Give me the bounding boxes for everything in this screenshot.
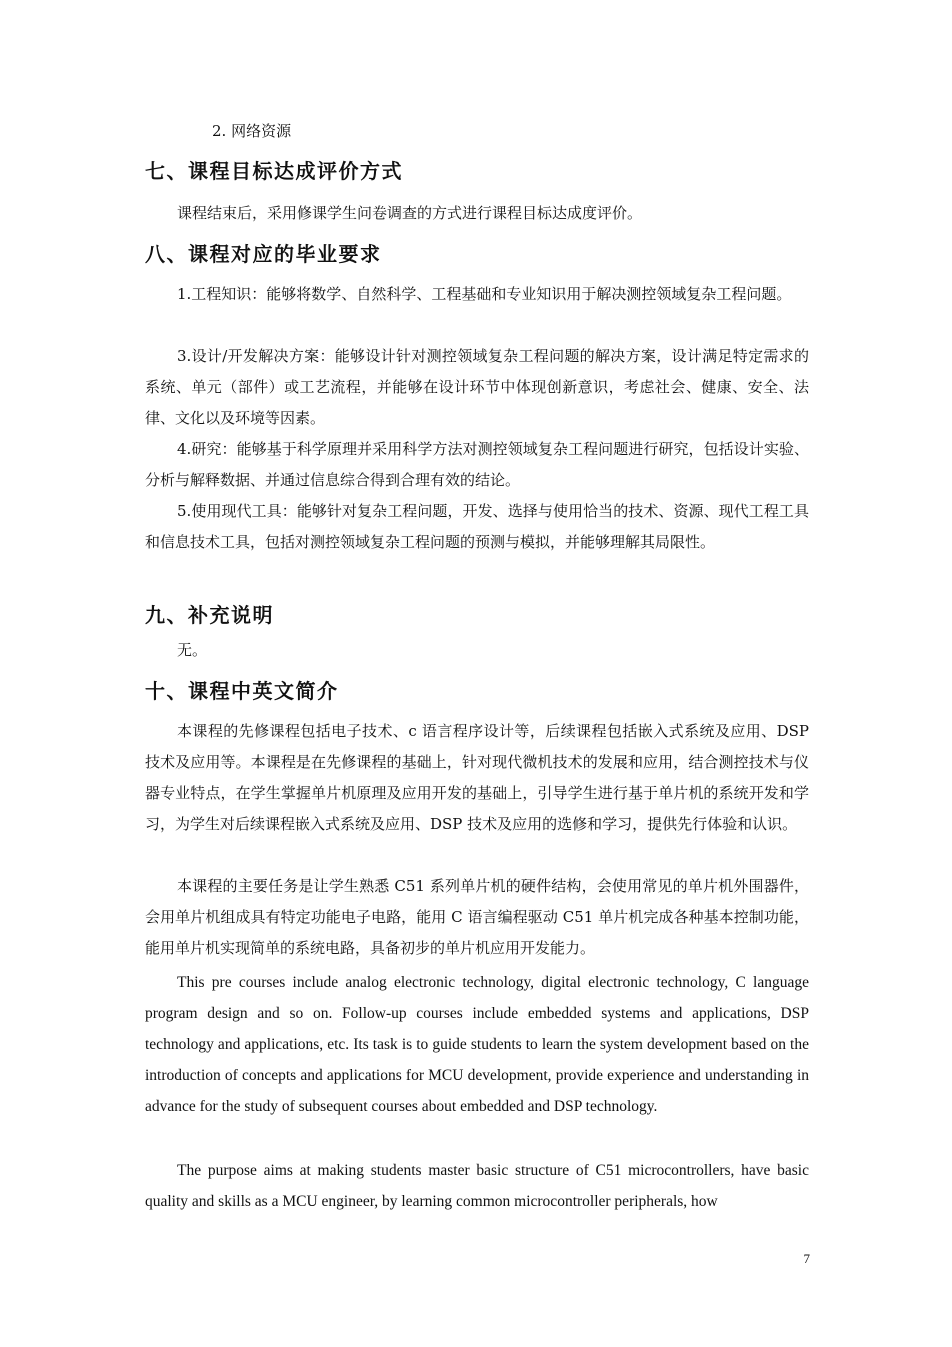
page-number: 7 <box>803 1251 810 1266</box>
intro-en-paragraph-2: The purpose aims at making students master basic structure of C51 microcontrollers, have basic quality and skills as a MCU engineer, by learning common microcontroller peripherals, how <box>145 1162 809 1210</box>
section-7-heading: 七、课程目标达成评价方式 <box>145 159 403 183</box>
section-8-paragraph-1: 1.工程知识：能够将数学、自然科学、工程基础和专业知识用于解决测控领域复杂工程问题。 <box>177 285 792 303</box>
section-10-heading: 十、课程中英文简介 <box>145 679 339 703</box>
intro-en-paragraph-1: This pre courses include analog electronic technology, digital electronic technology, C language program design and so on. Follow-up courses include embedded systems and applications, DSP technology and applications, etc. Its task is to guide students to learn the system development based on the introduction of concepts and applications for MCU development, provide experience and understanding in advance for the study of subsequent courses about embedded and DSP technology. <box>145 974 809 1115</box>
section-9-heading: 九、补充说明 <box>145 603 274 627</box>
section-9-paragraph: 无。 <box>177 641 208 659</box>
section-8-paragraph-4: 4.研究：能够基于科学原理并采用科学方法对测控领域复杂工程问题进行研究，包括设计实验、分析与解释数据、并通过信息综合得到合理有效的结论。 <box>145 440 809 489</box>
intro-cn-paragraph-2: 本课程的主要任务是让学生熟悉 C51 系列单片机的硬件结构，会使用常见的单片机外围器件，会用单片机组成具有特定功能电子电路，能用 C 语言编程驱动 C51 单片机完成各种基本控制功能，能用单片机实现简单的系统电路，具备初步的单片机应用开发能力。 <box>145 877 809 957</box>
intro-cn-paragraph-1: 本课程的先修课程包括电子技术、c 语言程序设计等，后续课程包括嵌入式系统及应用、DSP 技术及应用等。本课程是在先修课程的基础上，针对现代微机技术的发展和应用，结合测控技术与仪器专业特点，在学生掌握单片机原理及应用开发的基础上，引导学生进行基于单片机的系统开发和学习，为学生对后续课程嵌入式系统及应用、DSP 技术及应用的选修和学习，提供先行体验和认识。 <box>145 722 809 833</box>
section-7-paragraph: 课程结束后，采用修课学生问卷调查的方式进行课程目标达成度评价。 <box>177 204 643 222</box>
resource-subitem: 2. 网络资源 <box>212 122 292 140</box>
section-8-heading: 八、课程对应的毕业要求 <box>145 242 382 266</box>
section-8-paragraph-3: 3.设计/开发解决方案：能够设计针对测控领域复杂工程问题的解决方案，设计满足特定需求的系统、单元（部件）或工艺流程，并能够在设计环节中体现创新意识，考虑社会、健康、安全、法律、文化以及环境等因素。 <box>145 347 809 427</box>
section-8-paragraph-5: 5.使用现代工具：能够针对复杂工程问题，开发、选择与使用恰当的技术、资源、现代工程工具和信息技术工具，包括对测控领域复杂工程问题的预测与模拟，并能够理解其局限性。 <box>145 502 809 551</box>
